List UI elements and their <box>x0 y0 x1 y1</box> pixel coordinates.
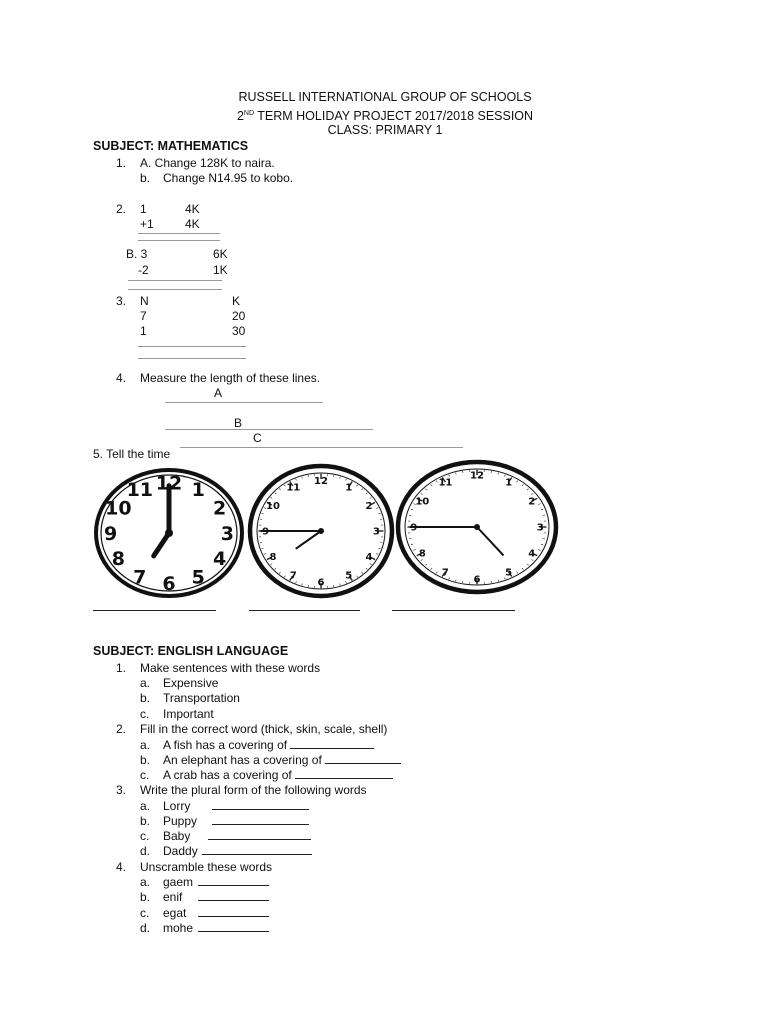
eng-q1-c: Important <box>163 707 214 721</box>
eng-q3-c-blank[interactable] <box>208 829 311 840</box>
eng-q4-c-blank[interactable] <box>198 906 269 917</box>
eng-q3-b-blank[interactable] <box>212 814 309 825</box>
math-q2-line-1 <box>138 233 220 234</box>
clock-3-numeral-5: 5 <box>505 567 513 579</box>
eng-q4-text: Unscramble these words <box>140 860 273 874</box>
measure-line-a <box>165 402 323 403</box>
eng-q2-a-label: a. <box>140 738 151 752</box>
math-q1-a: A. Change 128K to naira. <box>140 156 275 170</box>
eng-q3-a-label: a. <box>140 799 151 813</box>
clock-2-numeral-8: 8 <box>269 552 277 563</box>
clock-3-numeral-9: 9 <box>410 522 418 534</box>
math-q4-text: Measure the length of these lines. <box>140 371 321 385</box>
eng-q3-number: 3. <box>116 783 127 797</box>
math-q3-r1c2: 20 <box>232 309 246 323</box>
eng-q4-a-label: a. <box>140 875 151 889</box>
clock-2-numeral-2: 2 <box>365 501 373 513</box>
math-q2b-r2c1: -2 <box>138 263 149 277</box>
eng-q2-a-blank[interactable] <box>290 738 374 749</box>
clock-2-numeral-11: 11 <box>286 482 301 494</box>
eng-q2-b: An elephant has a covering of <box>163 753 322 767</box>
clock-3-numeral-1: 1 <box>505 477 513 489</box>
clock-3 <box>398 462 556 592</box>
eng-q3-b: Puppy <box>163 814 198 828</box>
eng-q4-b-label: b. <box>140 890 151 904</box>
clock-2-numeral-7: 7 <box>289 570 297 582</box>
clock-3-numeral-8: 8 <box>418 548 426 560</box>
clock-1-numeral-6: 6 <box>162 573 176 596</box>
eng-q2-text: Fill in the correct word (thick, skin, scale, shell) <box>140 722 388 736</box>
measure-line-c <box>180 447 463 448</box>
math-q4-label-c: C <box>253 431 262 445</box>
math-q2-r1c2: 4K <box>185 202 200 216</box>
class-label: CLASS: PRIMARY 1 <box>327 123 443 137</box>
clock-1-numeral-3: 3 <box>220 522 235 545</box>
eng-q4-a-blank[interactable] <box>198 875 269 886</box>
clock-2 <box>250 466 392 596</box>
math-q2-number: 2. <box>116 202 127 216</box>
clock-2-numeral-3: 3 <box>372 526 380 538</box>
math-q2b-r2c2: 1K <box>213 263 228 277</box>
eng-q1-a-label: a. <box>140 676 151 690</box>
clock-3-center <box>474 524 480 530</box>
eng-q2-c-label: c. <box>140 768 150 782</box>
math-q4-number: 4. <box>116 371 127 385</box>
eng-q4-b: enif <box>163 890 183 904</box>
eng-q4-number: 4. <box>116 860 127 874</box>
project-title-sup: ND <box>243 110 255 117</box>
eng-q3-c-label: c. <box>140 829 150 843</box>
eng-q4-c-label: c. <box>140 906 150 920</box>
eng-q3-d: Daddy <box>163 844 198 858</box>
eng-q3-b-label: b. <box>140 814 151 828</box>
clock-1-numeral-5: 5 <box>191 566 205 589</box>
eng-q2-a: A fish has a covering of <box>163 738 288 752</box>
eng-q1-b: Transportation <box>163 691 240 705</box>
clock-3-numeral-6: 6 <box>473 574 481 586</box>
eng-q1-number: 1. <box>116 661 127 675</box>
clock-2-numeral-9: 9 <box>262 526 270 538</box>
clock-2-center <box>318 528 324 534</box>
clock-3-numeral-7: 7 <box>441 567 449 579</box>
school-name: RUSSELL INTERNATIONAL GROUP OF SCHOOLS <box>238 90 532 104</box>
clock-3-numeral-11: 11 <box>438 477 453 489</box>
eng-q1-a: Expensive <box>163 676 219 690</box>
clock-1-numeral-9: 9 <box>103 522 118 545</box>
clock-1-numeral-12: 12 <box>155 472 183 495</box>
eng-q2-c-blank[interactable] <box>295 768 393 779</box>
eng-q1-text: Make sentences with these words <box>140 661 321 675</box>
eng-q2-number: 2. <box>116 722 127 736</box>
math-q4-label-b: B <box>234 416 243 430</box>
math-q1-number: 1. <box>116 156 127 170</box>
clock-1-numeral-2: 2 <box>212 497 227 520</box>
clock-1-numeral-8: 8 <box>111 548 126 570</box>
clock-1-answer-line[interactable] <box>93 610 216 611</box>
math-q2-r2c1: +1 <box>140 217 154 231</box>
clock-3-numeral-3: 3 <box>536 522 544 534</box>
clock-2-numeral-6: 6 <box>317 577 325 589</box>
clock-1-numeral-4: 4 <box>212 548 227 570</box>
math-subject-heading: SUBJECT: MATHEMATICS <box>93 139 249 153</box>
clock-3-numeral-4: 4 <box>528 548 536 560</box>
eng-q2-a-item <box>163 738 374 752</box>
math-q3-r1c1: 7 <box>140 309 147 323</box>
math-q3-header-k: K <box>232 294 241 308</box>
eng-q2-b-item <box>163 753 401 767</box>
eng-q4-d-blank[interactable] <box>198 921 269 932</box>
clock-2-numeral-4: 4 <box>365 551 373 563</box>
clock-3-answer-line[interactable] <box>392 610 515 611</box>
eng-q2-c: A crab has a covering of <box>163 768 292 782</box>
clock-1 <box>96 470 242 596</box>
eng-q4-a: gaem <box>163 875 194 889</box>
math-q4-label-a: A <box>214 386 223 400</box>
math-q2-line-2 <box>138 240 220 241</box>
math-q1-b: Change N14.95 to kobo. <box>163 171 294 185</box>
clocks-area <box>0 458 770 618</box>
math-q2b-r1c2: 6K <box>213 247 228 261</box>
clock-2-numeral-1: 1 <box>345 482 353 494</box>
math-q2-r1c1: 1 <box>140 202 147 216</box>
math-q3-r2c1: 1 <box>140 324 147 338</box>
clock-2-numeral-12: 12 <box>314 475 328 487</box>
eng-q4-d: mohe <box>163 921 194 935</box>
clock-3-numeral-12: 12 <box>470 470 484 482</box>
math-q2b-line-1 <box>128 280 222 281</box>
measure-line-b <box>165 429 373 430</box>
math-q3-header-n: N <box>140 294 149 308</box>
math-q1-b-label: b. <box>140 171 151 185</box>
eng-q3-c: Baby <box>163 829 191 843</box>
english-subject-heading: SUBJECT: ENGLISH LANGUAGE <box>93 644 289 658</box>
clock-1-center <box>165 529 173 537</box>
eng-q3-text: Write the plural form of the following words <box>140 783 367 797</box>
math-q5-text: 5. Tell the time <box>93 447 171 461</box>
clock-3-numeral-10: 10 <box>415 496 430 508</box>
math-q2-r2c2: 4K <box>185 217 200 231</box>
math-q2b-r1c1: B. 3 <box>126 247 148 261</box>
eng-q3-a-blank[interactable] <box>212 799 309 810</box>
math-q2b-line-2 <box>128 289 222 290</box>
clock-1-numeral-10: 10 <box>105 497 132 520</box>
clock-1-numeral-7: 7 <box>133 566 147 589</box>
math-q3-r2c2: 30 <box>232 324 246 338</box>
eng-q2-b-blank[interactable] <box>325 753 401 764</box>
eng-q3-d-blank[interactable] <box>202 844 312 855</box>
project-title-pre: 2 <box>236 109 244 124</box>
eng-q4-c: egat <box>163 906 187 920</box>
project-title-post: TERM HOLIDAY PROJECT 2017/2018 SESSION <box>254 109 534 124</box>
eng-q4-b-blank[interactable] <box>198 890 269 901</box>
eng-q2-b-label: b. <box>140 753 151 767</box>
clock-1-numeral-11: 11 <box>126 479 154 502</box>
math-q3-line-2 <box>138 358 246 359</box>
eng-q3-a: Lorry <box>163 799 191 813</box>
math-q3-number: 3. <box>116 294 127 308</box>
clock-2-numeral-10: 10 <box>266 501 280 513</box>
clock-3-numeral-2: 2 <box>528 496 536 508</box>
eng-q2-c-item <box>163 768 393 782</box>
math-q3-line-1 <box>138 346 246 347</box>
eng-q1-b-label: b. <box>140 691 151 705</box>
clock-2-answer-line[interactable] <box>249 610 360 611</box>
clock-2-numeral-5: 5 <box>345 570 353 582</box>
eng-q4-d-label: d. <box>140 921 151 935</box>
clock-1-numeral-1: 1 <box>191 479 205 502</box>
eng-q1-c-label: c. <box>140 707 150 721</box>
eng-q3-d-label: d. <box>140 844 151 858</box>
